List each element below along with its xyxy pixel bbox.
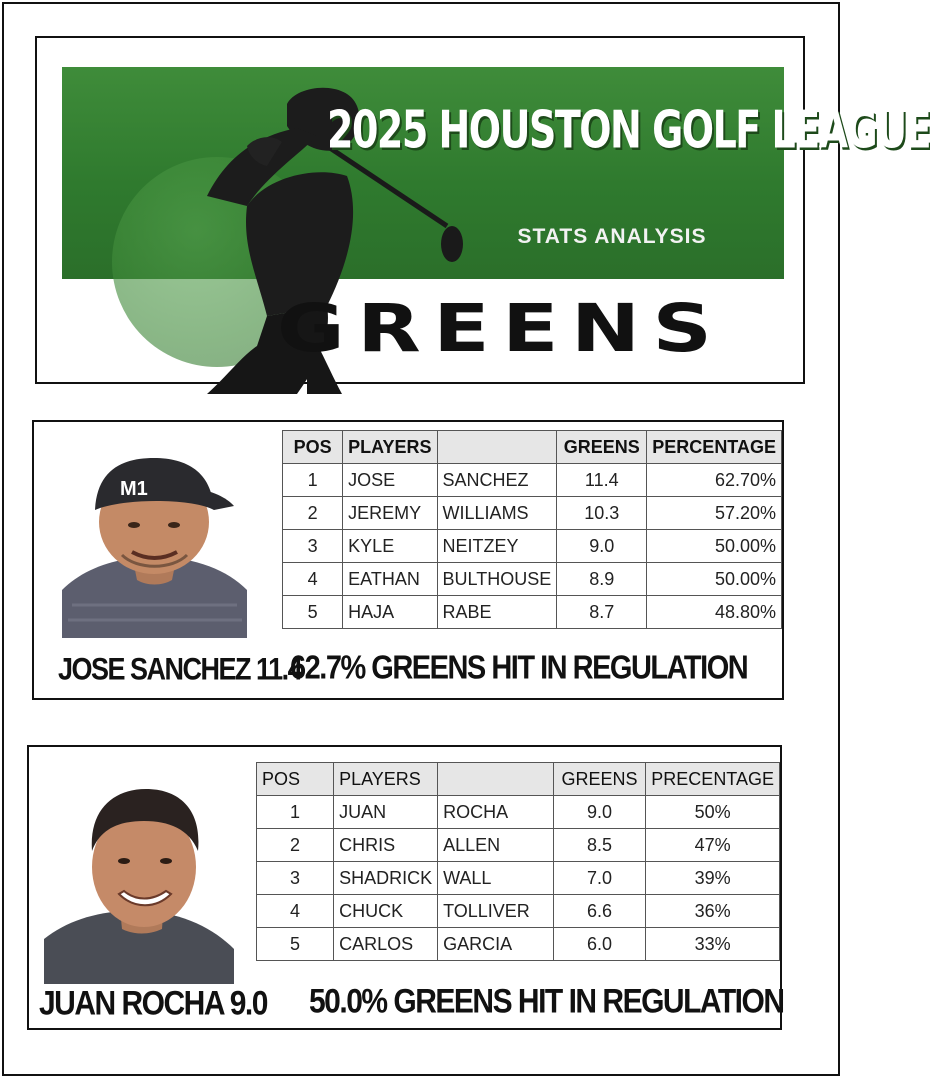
cell-last-name: WILLIAMS — [437, 497, 557, 530]
cell-pos: 1 — [283, 464, 343, 497]
cell-first-name: JOSE — [343, 464, 437, 497]
banner-title: 2025 HOUSTON GOLF LEAGUE — [327, 100, 930, 160]
leaderboard-panel-2 — [27, 745, 782, 1030]
col-percentage-header: PERCENTAGE — [647, 431, 782, 464]
table-row — [257, 829, 780, 862]
cell-percentage: 50.00% — [647, 563, 782, 596]
cell-greens: 9.0 — [553, 796, 646, 829]
cell-first-name: JUAN — [334, 796, 438, 829]
table-row — [283, 596, 782, 629]
table-row — [257, 796, 780, 829]
table-row — [257, 928, 780, 961]
leader-name-caption: JUAN ROCHA 9.0 — [39, 984, 267, 1023]
table-row — [257, 862, 780, 895]
cell-first-name: CHRIS — [334, 829, 438, 862]
table-row — [283, 563, 782, 596]
player-photo-juan-rocha — [44, 779, 234, 984]
cell-last-name: NEITZEY — [437, 530, 557, 563]
league-banner — [35, 36, 930, 384]
table-header-row — [257, 763, 780, 796]
cell-greens: 10.3 — [557, 497, 647, 530]
cell-pos: 3 — [283, 530, 343, 563]
cell-greens: 8.7 — [557, 596, 647, 629]
cell-greens: 8.5 — [553, 829, 646, 862]
cell-last-name: BULTHOUSE — [437, 563, 557, 596]
cell-percentage: 39% — [646, 862, 780, 895]
cell-greens: 9.0 — [557, 530, 647, 563]
leader-name-caption: JOSE SANCHEZ 11.4 — [58, 651, 302, 687]
cell-greens: 8.9 — [557, 563, 647, 596]
cell-pos: 4 — [283, 563, 343, 596]
cell-greens: 6.0 — [553, 928, 646, 961]
cell-first-name: CARLOS — [334, 928, 438, 961]
cap-logo: M1 — [120, 478, 148, 500]
col-greens-header: GREENS — [557, 431, 647, 464]
table-row — [283, 497, 782, 530]
cell-last-name: TOLLIVER — [438, 895, 554, 928]
cell-percentage: 33% — [646, 928, 780, 961]
cell-pos: 2 — [283, 497, 343, 530]
col-percentage-header: PRECENTAGE — [646, 763, 780, 796]
greens-table-2 — [256, 762, 780, 961]
player-photo-jose-sanchez — [62, 440, 247, 638]
leader-stat-caption: 62.7% GREENS HIT IN REGULATION — [290, 649, 748, 687]
greens-table-1 — [282, 430, 782, 629]
cell-last-name: WALL — [438, 862, 554, 895]
cell-pos: 4 — [257, 895, 334, 928]
cell-pos: 1 — [257, 796, 334, 829]
cell-last-name: ROCHA — [438, 796, 554, 829]
cell-pos: 3 — [257, 862, 334, 895]
cell-last-name: GARCIA — [438, 928, 554, 961]
banner-heading: GREENS — [277, 290, 725, 367]
cell-first-name: HAJA — [343, 596, 437, 629]
col-greens-header: GREENS — [553, 763, 646, 796]
table-row — [283, 530, 782, 563]
table-row — [257, 895, 780, 928]
cell-first-name: KYLE — [343, 530, 437, 563]
cell-percentage: 47% — [646, 829, 780, 862]
col-pos-header: POS — [283, 431, 343, 464]
cell-greens: 6.6 — [553, 895, 646, 928]
cell-percentage: 36% — [646, 895, 780, 928]
cell-percentage: 50.00% — [647, 530, 782, 563]
cell-percentage: 50% — [646, 796, 780, 829]
cell-pos: 2 — [257, 829, 334, 862]
col-players-header: PLAYERS — [334, 763, 438, 796]
col-lastname-header — [437, 431, 557, 464]
cell-percentage: 62.70% — [647, 464, 782, 497]
banner-subtitle: STATS ANALYSIS — [517, 225, 707, 248]
col-lastname-header — [438, 763, 554, 796]
cell-first-name: EATHAN — [343, 563, 437, 596]
cell-first-name: JEREMY — [343, 497, 437, 530]
table-header-row — [283, 431, 782, 464]
cell-percentage: 48.80% — [647, 596, 782, 629]
col-players-header: PLAYERS — [343, 431, 437, 464]
cell-percentage: 57.20% — [647, 497, 782, 530]
cell-greens: 11.4 — [557, 464, 647, 497]
cell-first-name: SHADRICK — [334, 862, 438, 895]
col-pos-header: POS — [257, 763, 334, 796]
cell-pos: 5 — [257, 928, 334, 961]
cell-greens: 7.0 — [553, 862, 646, 895]
leaderboard-panel-1 — [32, 420, 784, 700]
cell-pos: 5 — [283, 596, 343, 629]
table-row — [283, 464, 782, 497]
cell-last-name: SANCHEZ — [437, 464, 557, 497]
cell-first-name: CHUCK — [334, 895, 438, 928]
cell-last-name: ALLEN — [438, 829, 554, 862]
cell-last-name: RABE — [437, 596, 557, 629]
leader-stat-caption: 50.0% GREENS HIT IN REGULATION — [309, 982, 784, 1021]
